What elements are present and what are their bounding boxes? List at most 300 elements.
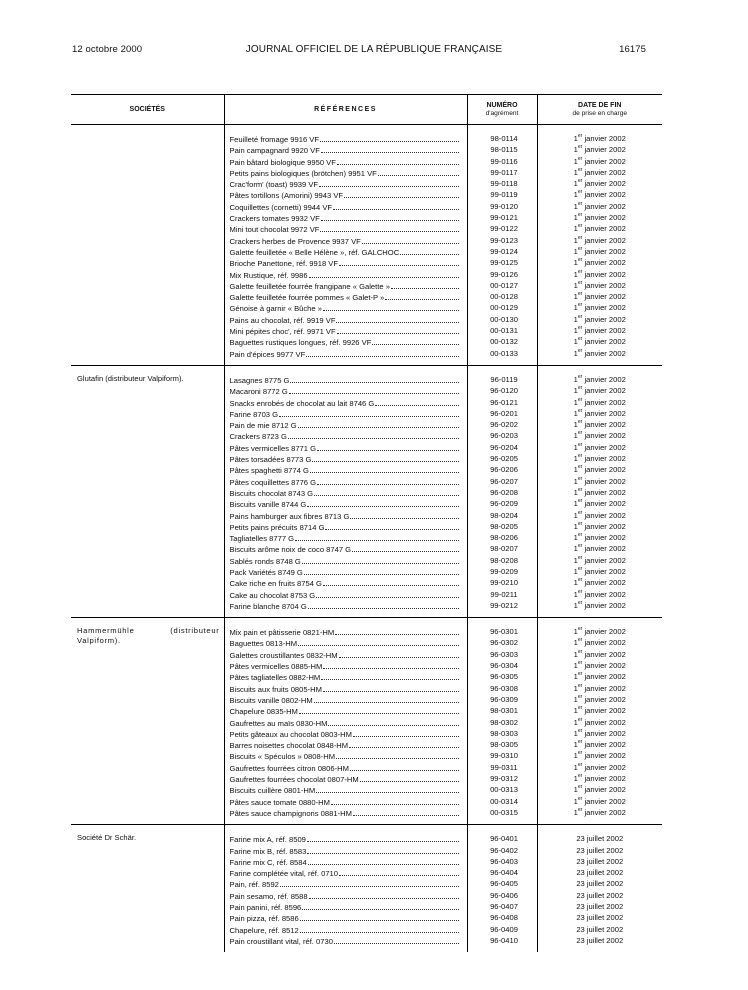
dot-leader: [334, 935, 459, 944]
reference-text: Gaufrettes fourrées chocolat 0807-HM: [229, 775, 359, 785]
reference-line: [225, 336, 467, 347]
end-date: 1er janvier 2002: [573, 396, 626, 407]
end-date: 1er janvier 2002: [573, 245, 626, 256]
reference-line: [225, 385, 467, 396]
dot-leader: [375, 397, 458, 406]
table-header-row: [71, 95, 662, 125]
end-date: 1er janvier 2002: [573, 626, 626, 637]
dot-leader: [335, 626, 458, 635]
agreement-number: 96-0209: [490, 499, 518, 509]
dot-leader: [391, 280, 459, 289]
reference-line: [225, 807, 467, 818]
reference-text: Farine complétée vital, réf. 0710: [229, 869, 338, 879]
reference-line: [225, 156, 467, 167]
dot-leader: [316, 589, 458, 598]
reference-line: [225, 178, 467, 189]
date-cell: [537, 125, 662, 366]
reference-text: Galette feuilletée fourrée pommes « Galet-P »: [229, 293, 385, 303]
agreement-number: 98-0207: [490, 544, 518, 554]
end-date: 23 juillet 2002: [576, 834, 624, 844]
agreement-number: 96-0403: [490, 856, 518, 866]
dot-leader: [307, 845, 458, 854]
end-date: 1er janvier 2002: [573, 419, 626, 430]
end-date: 1er janvier 2002: [573, 212, 626, 223]
dot-leader: [360, 773, 459, 782]
agreement-number: 96-0301: [490, 627, 518, 637]
table-section: [71, 825, 662, 952]
end-date: 1er janvier 2002: [573, 671, 626, 682]
reference-line: [225, 626, 467, 637]
end-date: 1er janvier 2002: [573, 441, 626, 452]
agreement-number: 96-0302: [490, 638, 518, 648]
reference-line: [225, 430, 467, 441]
agreement-number: 99-0211: [490, 589, 518, 599]
dot-leader: [300, 924, 459, 933]
dot-leader: [308, 600, 459, 609]
agreement-number: 98-0205: [490, 521, 518, 531]
reference-line: [225, 845, 467, 856]
dot-leader: [323, 302, 459, 311]
end-date: 1er janvier 2002: [573, 682, 626, 693]
end-date: 1er janvier 2002: [573, 453, 626, 464]
references-cell: [224, 125, 467, 366]
dot-leader: [314, 694, 459, 703]
societe-name: Société Dr Schär.: [71, 825, 224, 952]
reference-text: Snacks enrobés de chocolat au lait 8746 G: [229, 398, 375, 408]
agreement-number: 96-0305: [490, 672, 518, 682]
end-date: 1er janvier 2002: [573, 795, 626, 806]
end-date: 23 juillet 2002: [576, 879, 624, 889]
dot-leader: [317, 476, 458, 485]
end-date: 1er janvier 2002: [573, 234, 626, 245]
reference-line: [225, 566, 467, 577]
dot-leader: [309, 890, 459, 899]
end-date: 1er janvier 2002: [573, 155, 626, 166]
dot-leader: [323, 660, 458, 669]
agreement-number: 96-0406: [490, 890, 518, 900]
reference-line: [225, 935, 467, 946]
dot-leader: [290, 374, 458, 383]
reference-line: [225, 453, 467, 464]
end-date: 1er janvier 2002: [573, 554, 626, 565]
header-title: JOURNAL OFFICIEL DE LA RÉPUBLIQUE FRANÇAISE: [245, 44, 503, 55]
end-date: 1er janvier 2002: [573, 509, 626, 520]
end-date: 1er janvier 2002: [573, 178, 626, 189]
dot-leader: [352, 543, 458, 552]
reference-line: [225, 419, 467, 430]
reference-line: [225, 167, 467, 178]
dot-leader: [317, 442, 458, 451]
agreement-number: 00-0315: [490, 807, 518, 817]
reference-line: [225, 521, 467, 532]
reference-line: [225, 683, 467, 694]
end-date: 1er janvier 2002: [573, 257, 626, 268]
dot-leader: [314, 487, 458, 496]
end-date: 1er janvier 2002: [573, 291, 626, 302]
col-header-date: DATE DE FIN de prise en charge: [537, 95, 662, 125]
end-date: 1er janvier 2002: [573, 532, 626, 543]
dot-leader: [321, 212, 459, 221]
agreement-number: 96-0202: [490, 420, 518, 430]
reference-text: Pains hamburger aux fibres 8713 G: [229, 511, 350, 521]
reference-text: Pain de mie 8712 G: [229, 421, 297, 431]
end-date: 1er janvier 2002: [573, 347, 626, 358]
reference-text: Chapelure 0835-HM: [229, 707, 298, 717]
agreement-number: 96-0205: [490, 454, 518, 464]
dot-leader: [299, 705, 459, 714]
agreement-number: 98-0302: [490, 717, 518, 727]
agreement-number: 96-0207: [490, 476, 518, 486]
end-date: 23 juillet 2002: [576, 935, 624, 945]
end-date: 1er janvier 2002: [573, 200, 626, 211]
reference-line: [225, 901, 467, 912]
reference-line: [225, 589, 467, 600]
agreement-number: 96-0404: [490, 868, 518, 878]
col-header-references: RÉFÉRENCES: [224, 95, 467, 125]
dot-leader: [339, 257, 459, 266]
agreement-number: 98-0115: [490, 145, 518, 155]
agreement-number: 96-0308: [490, 683, 518, 693]
agreement-number: 96-0304: [490, 661, 518, 671]
reference-text: Gaufrettes fourrées citron 0806-HM: [229, 763, 349, 773]
dot-leader: [362, 235, 459, 244]
agreement-number: 99-0119: [490, 190, 518, 200]
dot-leader: [307, 833, 459, 842]
reference-line: [225, 543, 467, 554]
agreement-number: 98-0303: [490, 728, 518, 738]
reference-text: Biscuits cuillère 0801-HM: [229, 786, 316, 796]
end-date: 1er janvier 2002: [573, 407, 626, 418]
agreement-number: 96-0309: [490, 694, 518, 704]
reference-text: Sablés ronds 8748 G: [229, 556, 301, 566]
reference-text: Mix Rustique, réf. 9986: [229, 270, 308, 280]
reference-text: Farine blanche 8704 G: [229, 601, 307, 611]
end-date: 1er janvier 2002: [573, 761, 626, 772]
dot-leader: [300, 912, 459, 921]
dot-leader: [310, 464, 459, 473]
reference-text: Galette feuilletée fourrée frangipane « Galette »: [229, 281, 390, 291]
agreement-number: 99-0310: [490, 751, 518, 761]
dot-leader: [323, 683, 459, 692]
end-date: 1er janvier 2002: [573, 773, 626, 784]
agreement-number: 96-0204: [490, 442, 518, 452]
reference-text: Gaufrettes au maïs 0830-HM: [229, 718, 328, 728]
reference-line: [225, 189, 467, 200]
reference-line: [225, 762, 467, 773]
reference-line: [225, 302, 467, 313]
reference-line: [225, 223, 467, 234]
end-date: 1er janvier 2002: [573, 588, 626, 599]
reference-line: [225, 637, 467, 648]
agreement-number: 99-0121: [490, 213, 518, 223]
table-body: [71, 125, 662, 953]
agreement-number: 98-0305: [490, 740, 518, 750]
agreement-number: 98-0206: [490, 533, 518, 543]
reference-line: [225, 833, 467, 844]
reference-text: Mini tout chocolat 9972 VF: [229, 225, 320, 235]
end-date: 1er janvier 2002: [573, 268, 626, 279]
reference-line: [225, 212, 467, 223]
reference-line: [225, 464, 467, 475]
agreement-number: 00-0314: [490, 796, 518, 806]
agreement-number: 96-0203: [490, 431, 518, 441]
dot-leader: [339, 649, 459, 658]
reference-text: Galettes croustillantes 0832-HM: [229, 650, 338, 660]
table-section: [71, 125, 662, 366]
end-date: 1er janvier 2002: [573, 739, 626, 750]
reference-text: Chapelure, réf. 8512: [229, 925, 299, 935]
reference-text: Baguettes 0813-HM: [229, 639, 298, 649]
dot-leader: [302, 901, 458, 910]
reference-text: Pâtes spaghetti 8774 G: [229, 466, 309, 476]
header-page-number: 16175: [619, 44, 646, 55]
dot-leader: [336, 750, 458, 759]
reference-line: [225, 201, 467, 212]
reference-text: Macaroni 8772 G: [229, 387, 288, 397]
reference-text: Tagliatelles 8777 G: [229, 534, 295, 544]
reference-text: Biscuits aux fruits 0805-HM: [229, 684, 322, 694]
end-date: 1er janvier 2002: [573, 325, 626, 336]
dot-leader: [320, 223, 458, 232]
dot-leader: [309, 269, 459, 278]
references-cell: [224, 365, 467, 617]
dot-leader: [337, 325, 459, 334]
dot-leader: [321, 671, 458, 680]
dot-leader: [337, 156, 459, 165]
dot-leader: [302, 555, 459, 564]
agreement-number: 96-0408: [490, 913, 518, 923]
end-date: 1er janvier 2002: [573, 133, 626, 143]
end-date: 23 juillet 2002: [576, 924, 624, 934]
end-date: 1er janvier 2002: [573, 577, 626, 588]
agreement-number: 99-0124: [490, 246, 518, 256]
dot-leader: [320, 133, 459, 142]
reference-text: Baguettes rustiques longues, réf. 9926 VF: [229, 338, 372, 348]
dot-leader: [353, 728, 459, 737]
dot-leader: [323, 577, 459, 586]
dot-leader: [331, 796, 459, 805]
end-date: 1er janvier 2002: [573, 806, 626, 817]
table-section: [71, 618, 662, 825]
dot-leader: [298, 637, 458, 646]
agreement-number: 99-0120: [490, 201, 518, 211]
dot-leader: [400, 246, 458, 255]
reference-line: [225, 784, 467, 795]
dot-leader: [328, 717, 458, 726]
reference-text: Pâtes coquillettes 8776 G: [229, 477, 317, 487]
agreement-number: 98-0301: [490, 706, 518, 716]
reference-text: Pain panini, réf. 8596: [229, 903, 302, 912]
agreement-number: 96-0119: [490, 374, 518, 384]
end-date: 1er janvier 2002: [573, 189, 626, 200]
reference-text: Pack Variétés 8749 G: [229, 567, 303, 577]
end-date: 23 juillet 2002: [576, 845, 624, 855]
table-section: [71, 365, 662, 617]
agreement-number: 98-0208: [490, 555, 518, 565]
reference-line: [225, 890, 467, 901]
agreement-number: 00-0127: [490, 280, 518, 290]
societe-name: [71, 125, 224, 366]
reference-line: [225, 314, 467, 325]
dot-leader: [298, 419, 459, 428]
references-cell: [224, 825, 467, 952]
reference-text: Pain pizza, réf. 8586: [229, 914, 299, 924]
date-cell: [537, 618, 662, 825]
dot-leader: [306, 348, 458, 357]
end-date: 1er janvier 2002: [573, 302, 626, 313]
reference-text: Crackers 8723 G: [229, 432, 287, 442]
agreement-number: 96-0303: [490, 649, 518, 659]
end-date: 23 juillet 2002: [576, 902, 624, 911]
agreement-number: 96-0120: [490, 386, 518, 396]
reference-text: Pain, réf. 8592: [229, 880, 279, 890]
end-date: 1er janvier 2002: [573, 637, 626, 648]
reference-text: Biscuits « Spéculos » 0808-HM: [229, 752, 336, 762]
agreement-number: 00-0130: [490, 314, 518, 324]
reference-line: [225, 660, 467, 671]
dot-leader: [333, 201, 458, 210]
dot-leader: [339, 867, 459, 876]
end-date: 1er janvier 2002: [573, 565, 626, 576]
agreement-number: 99-0212: [490, 600, 518, 610]
reference-text: Feuilleté fromage 9916 VF: [229, 135, 319, 144]
numero-cell: [467, 125, 537, 366]
reference-line: [225, 796, 467, 807]
reference-text: Brioche Panettone, réf. 9918 VF: [229, 259, 338, 269]
reference-line: [225, 867, 467, 878]
end-date: 23 juillet 2002: [576, 856, 624, 866]
end-date: 1er janvier 2002: [573, 475, 626, 486]
end-date: 1er janvier 2002: [573, 520, 626, 531]
dot-leader: [350, 762, 459, 771]
reference-line: [225, 374, 467, 385]
agreement-number: 99-0123: [490, 235, 518, 245]
dot-leader: [319, 178, 458, 187]
reference-line: [225, 649, 467, 660]
agreement-number: 96-0405: [490, 879, 518, 889]
reference-line: [225, 280, 467, 291]
reference-text: Pâtes vermicelles 0885-HM: [229, 662, 323, 672]
reference-text: Pain campagnard 9920 VF: [229, 146, 320, 156]
end-date: 1er janvier 2002: [573, 144, 626, 155]
reference-line: [225, 728, 467, 739]
reference-line: [225, 694, 467, 705]
reference-line: [225, 442, 467, 453]
dot-leader: [288, 430, 459, 439]
reference-line: [225, 856, 467, 867]
reference-text: Barres noisettes chocolat 0848-HM: [229, 741, 349, 751]
societe-name: Hammermühle (distributeur Valpiform).: [71, 618, 224, 825]
societe-name: Glutafin (distributeur Valpiform).: [71, 365, 224, 617]
dot-leader: [349, 739, 458, 748]
reference-line: [225, 291, 467, 302]
reference-text: Pâtes tagliatelles 0882-HM: [229, 673, 321, 683]
agreement-number: 00-0132: [490, 337, 518, 347]
end-date: 1er janvier 2002: [573, 498, 626, 509]
reference-text: Petits pains précuits 8714 G: [229, 522, 325, 532]
reference-text: Pâtes torsadées 8773 G: [229, 455, 312, 465]
reference-line: [225, 397, 467, 408]
agreement-number: 00-0128: [490, 292, 518, 302]
reference-text: Pain croustillant vital, réf. 0730: [229, 936, 333, 946]
dot-leader: [280, 878, 459, 887]
agreement-number: 99-0209: [490, 566, 518, 576]
agreement-table: [71, 94, 662, 952]
agreement-number: 99-0126: [490, 269, 518, 279]
reference-text: Biscuits chocolat 8743 G: [229, 488, 314, 498]
dot-leader: [344, 189, 458, 198]
end-date: 1er janvier 2002: [573, 430, 626, 441]
reference-line: [225, 773, 467, 784]
end-date: 1er janvier 2002: [573, 373, 626, 384]
agreement-number: 00-0129: [490, 303, 518, 313]
end-date: 1er janvier 2002: [573, 750, 626, 761]
end-date: 1er janvier 2002: [573, 223, 626, 234]
agreement-number: 00-0313: [490, 785, 518, 795]
reference-text: Pâtes sauce champignons 0881-HM: [229, 808, 352, 818]
reference-text: Pain sesamo, réf. 8588: [229, 891, 308, 901]
end-date: 1er janvier 2002: [573, 336, 626, 347]
dot-leader: [295, 532, 458, 541]
dot-leader: [385, 291, 458, 300]
reference-text: Pain d'épices 9977 VF: [229, 349, 306, 359]
agreement-number: 99-0118: [490, 179, 518, 189]
col-header-societes: SOCIÉTÉS: [71, 95, 224, 125]
reference-line: [225, 671, 467, 682]
end-date: 1er janvier 2002: [573, 727, 626, 738]
reference-text: Pâtes tortillons (Amorini) 9943 VF: [229, 191, 344, 201]
end-date: 1er janvier 2002: [573, 716, 626, 727]
reference-line: [225, 750, 467, 761]
end-date: 1er janvier 2002: [573, 464, 626, 475]
reference-line: [225, 144, 467, 155]
agreement-number: 96-0401: [490, 834, 518, 844]
reference-text: Pâtes vermicelles 8771 G: [229, 443, 317, 453]
agreement-number: 96-0410: [490, 935, 518, 945]
agreement-number: 99-0125: [490, 258, 518, 268]
end-date: 23 juillet 2002: [576, 868, 624, 878]
reference-text: Pâtes sauce tomate 0880-HM: [229, 797, 330, 807]
agreement-number: 96-0407: [490, 902, 518, 911]
end-date: 1er janvier 2002: [573, 705, 626, 716]
end-date: 1er janvier 2002: [573, 599, 626, 610]
agreement-number: 96-0201: [490, 408, 518, 418]
date-cell: [537, 365, 662, 617]
reference-line: [225, 532, 467, 543]
reference-text: Coquillettes (cornetti) 9944 VF: [229, 202, 333, 212]
dot-leader: [289, 385, 459, 394]
reference-line: [225, 912, 467, 923]
agreement-number: 96-0402: [490, 845, 518, 855]
dot-leader: [279, 408, 458, 417]
end-date: 23 juillet 2002: [576, 913, 624, 923]
dot-leader: [312, 453, 458, 462]
agreement-number: 99-0122: [490, 224, 518, 234]
agreement-number: 98-0114: [490, 134, 518, 143]
end-date: 1er janvier 2002: [573, 313, 626, 324]
date-cell: [537, 825, 662, 952]
reference-line: [225, 246, 467, 257]
reference-text: Galette feuilletée « Belle Hélène », réf. GALCHOC: [229, 247, 400, 257]
col-header-numero: NUMÉRO d'agrément: [467, 95, 537, 125]
reference-text: Farine mix A, réf. 8509: [229, 835, 306, 845]
end-date: 1er janvier 2002: [573, 648, 626, 659]
reference-line: [225, 325, 467, 336]
agreement-number: 96-0121: [490, 397, 518, 407]
numero-cell: [467, 618, 537, 825]
reference-text: Cake riche en fruits 8754 G: [229, 579, 322, 589]
reference-line: [225, 739, 467, 750]
